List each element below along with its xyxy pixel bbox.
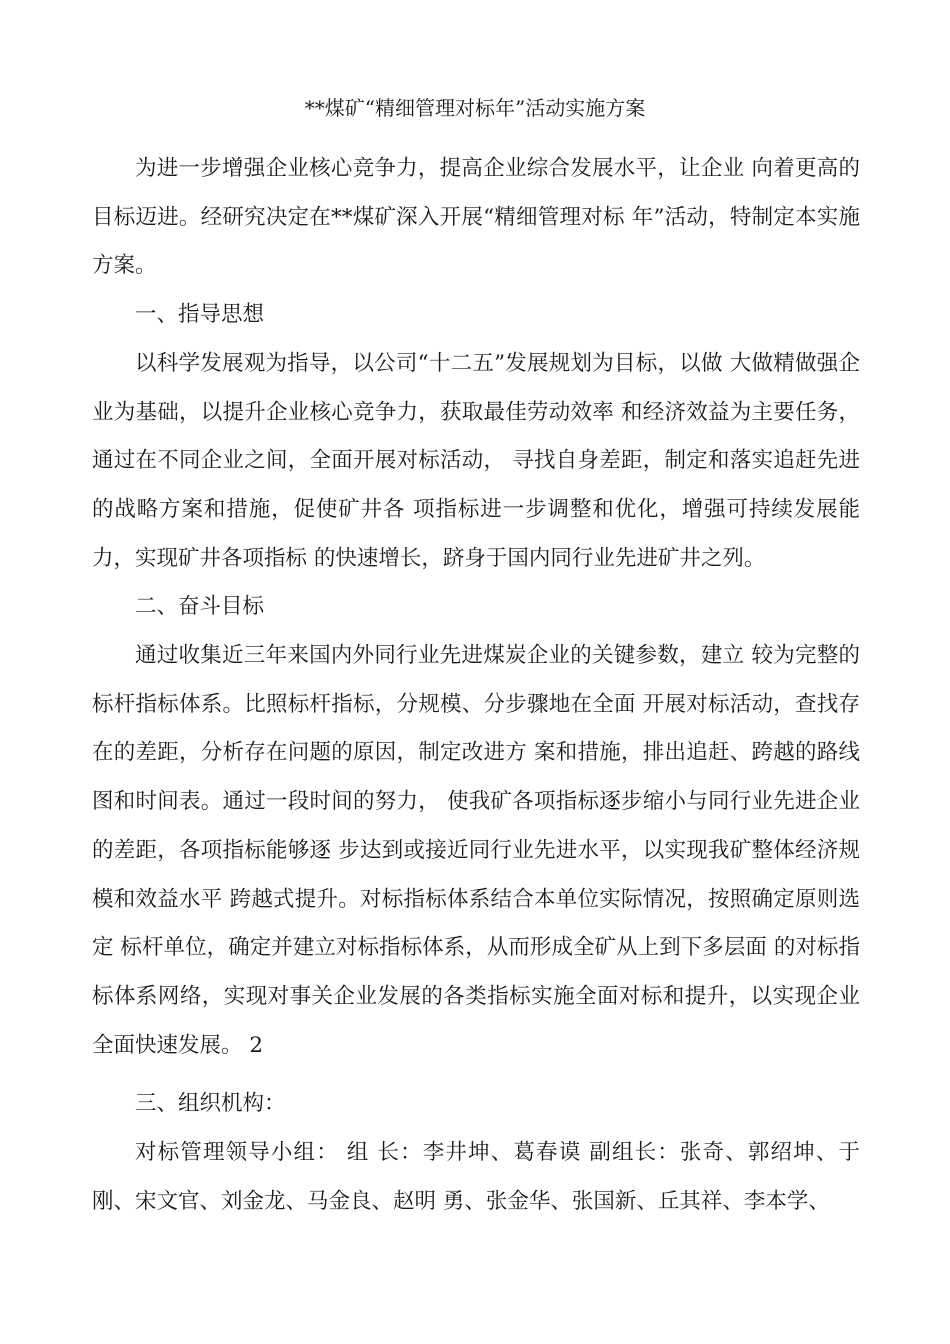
section-paragraph-goals: 通过收集近三年来国内外同行业先进煤炭企业的关键参数，建立 较为完整的标杆指标体系。比照标杆指标，分规模、分步骤地在全面 开展对标活动，查找存在的差距，分析存在问题的原因，制定改进方 案和措施，排出追赶、跨越的路线图和时间表。通过一段时间的努力， 使我矿各项指标逐步缩小与同行业先进企业的差距，各项指标能够逐 步达到或接近同行业先进水平，以实现我矿整体经济规模和效益水平 跨越式提升。对标指标体系结合本单位实际情况，按照确定原则选定 标杆单位，确定并建立对标指标体系，从而形成全矿从上到下多层面 的对标指标体系网络，实现对事关企业发展的各类指标实施全面对标和提升，以实现企业全面快速发展。 2 bbox=[92, 643, 860, 1058]
section-paragraph-guiding-ideology: 以科学发展观为指导，以公司“十二五”发展规划为目标，以做 大做精做强企业为基础，以提升企业核心竞争力，获取最佳劳动效率 和经济效益为主要任务，通过在不同企业之间，全面开展对标活动， 寻找自身差距，制定和落实追赶先进的战略方案和措施，促使矿井各 项指标进一步调整和优化，增强可持续发展能力，实现矿井各项指标 的快速增长，跻身于国内同行业先进矿井之列。 bbox=[92, 350, 860, 571]
intro-paragraph: 为进一步增强企业核心竞争力，提高企业综合发展水平，让企业 向着更高的目标迈进。经研究决定在**煤矿深入开展“精细管理对标 年”活动，特制定本实施方案。 bbox=[92, 156, 860, 279]
section-heading-goals: 二、奋斗目标 bbox=[135, 594, 265, 620]
document-body bbox=[92, 145, 860, 1226]
section-heading-organization: 三、组织机构： bbox=[135, 1091, 286, 1117]
section-paragraph-organization: 对标管理领导小组： 组 长：李井坤、葛春谟 副组长：张奇、郭绍坤、于刚、宋文官、刘金龙、马金良、赵明 勇、张金华、张国新、丘其祥、李本学、 bbox=[92, 1140, 860, 1214]
document-title: **煤矿“精细管理对标年”活动实施方案 bbox=[304, 96, 646, 120]
section-heading-guiding-ideology: 一、指导思想 bbox=[135, 302, 265, 328]
